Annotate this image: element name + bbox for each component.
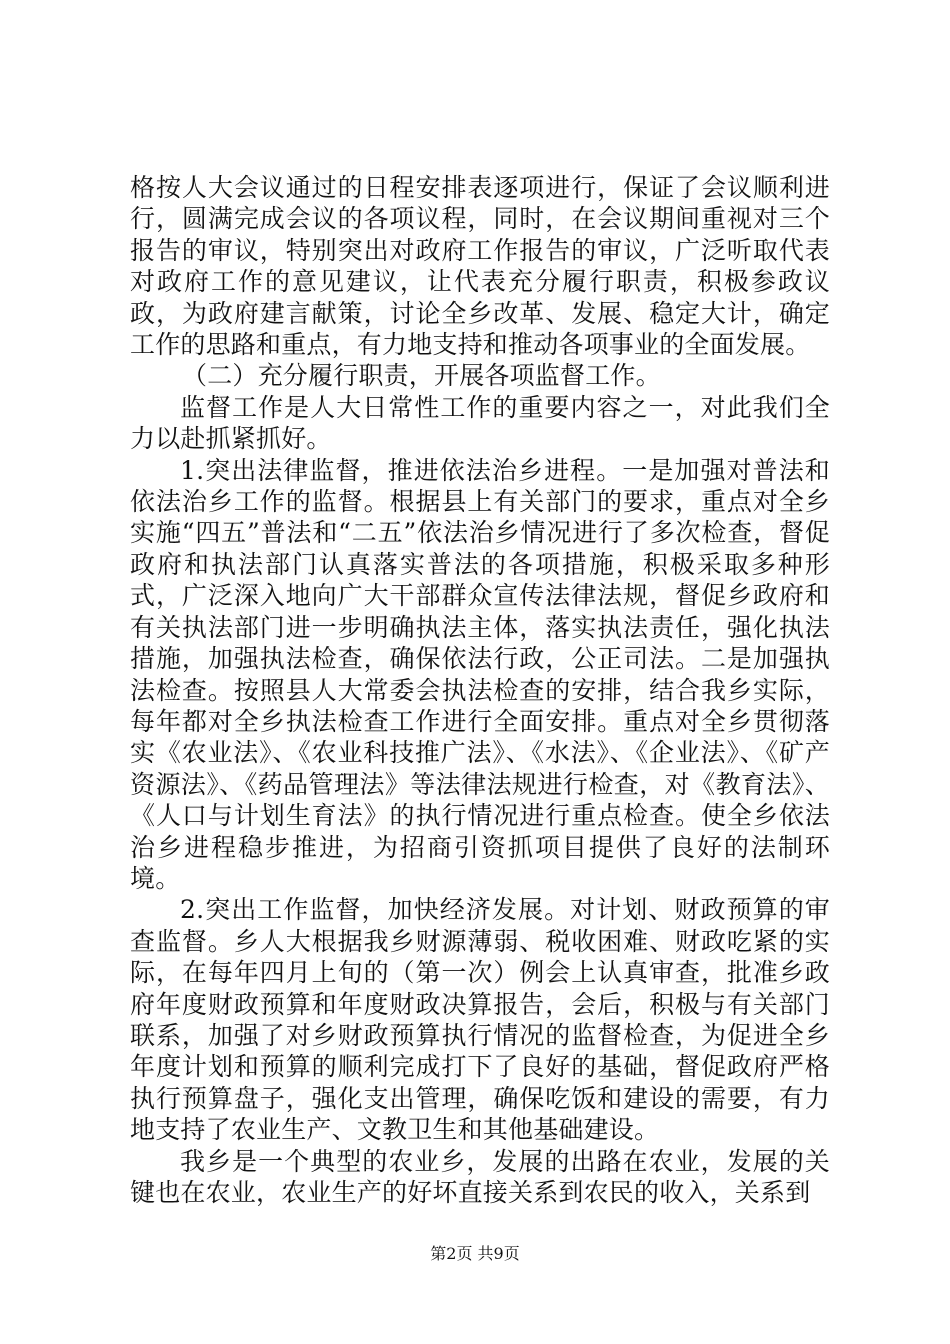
paragraph-work-supervision: 2.突出工作监督，加快经济发展。对计划、财政预算的审查监督。乡人大根据我乡财源薄弱、税收困难、财政吃紧的实际，在每年四月上旬的（第一次）例会上认真审查，批准乡政府年度财政预算和年度财政决算报告，会后，积极与有关部门联系，加强了对乡财政预算执行情况的监督检查，为促进全乡年度计划和预算的顺利完成打下了良好的基础，督促政府严格执行预算盘子，强化支出管理，确保吃饭和建设的需要，有力地支持了农业生产、文教卫生和其他基础建设。: [130, 895, 830, 1145]
document-body: [130, 172, 830, 1208]
paragraph-legal-supervision: 1.突出法律监督，推进依法治乡进程。一是加强对普法和依法治乡工作的监督。根据县上有关部门的要求，重点对全乡实施“四五”普法和“二五”依法治乡情况进行了多次检查，督促政府和执法部门认真落实普法的各项措施，积极采取多种形式，广泛深入地向广大干部群众宣传法律法规，督促乡政府和有关执法部门进一步明确执法主体，落实执法责任，强化执法措施，加强执法检查，确保依法行政，公正司法。二是加强执法检查。按照县人大常委会执法检查的安排，结合我乡实际，每年都对全乡执法检查工作进行全面安排。重点对全乡贯彻落实《农业法》、《农业科技推广法》、《水法》、《企业法》、《矿产资源法》、《药品管理法》等法律法规进行检查，对《教育法》、《人口与计划生育法》的执行情况进行重点检查。使全乡依法治乡进程稳步推进，为招商引资抓项目提供了良好的法制环境。: [130, 455, 830, 893]
paragraph-agriculture: 我乡是一个典型的农业乡，发展的出路在农业，发展的关键也在农业，农业生产的好坏直接关系到农民的收入，关系到: [130, 1146, 830, 1207]
page-footer: 第2页 共9页: [430, 1244, 520, 1263]
paragraph-supervision-intro: 监督工作是人大日常性工作的重要内容之一，对此我们全力以赴抓紧抓好。: [130, 392, 830, 454]
paragraph-continuation: 格按人大会议通过的日程安排表逐项进行，保证了会议顺利进行，圆满完成会议的各项议程，同时，在会议期间重视对三个报告的审议，特别突出对政府工作报告的审议，广泛听取代表对政府工作的意见建议，让代表充分履行职责，积极参政议政，为政府建言献策，讨论全乡改革、发展、稳定大计，确定工作的思路和重点，有力地支持和推动各项事业的全面发展。: [130, 173, 830, 360]
section-heading: （二）充分履行职责，开展各项监督工作。: [182, 361, 661, 391]
